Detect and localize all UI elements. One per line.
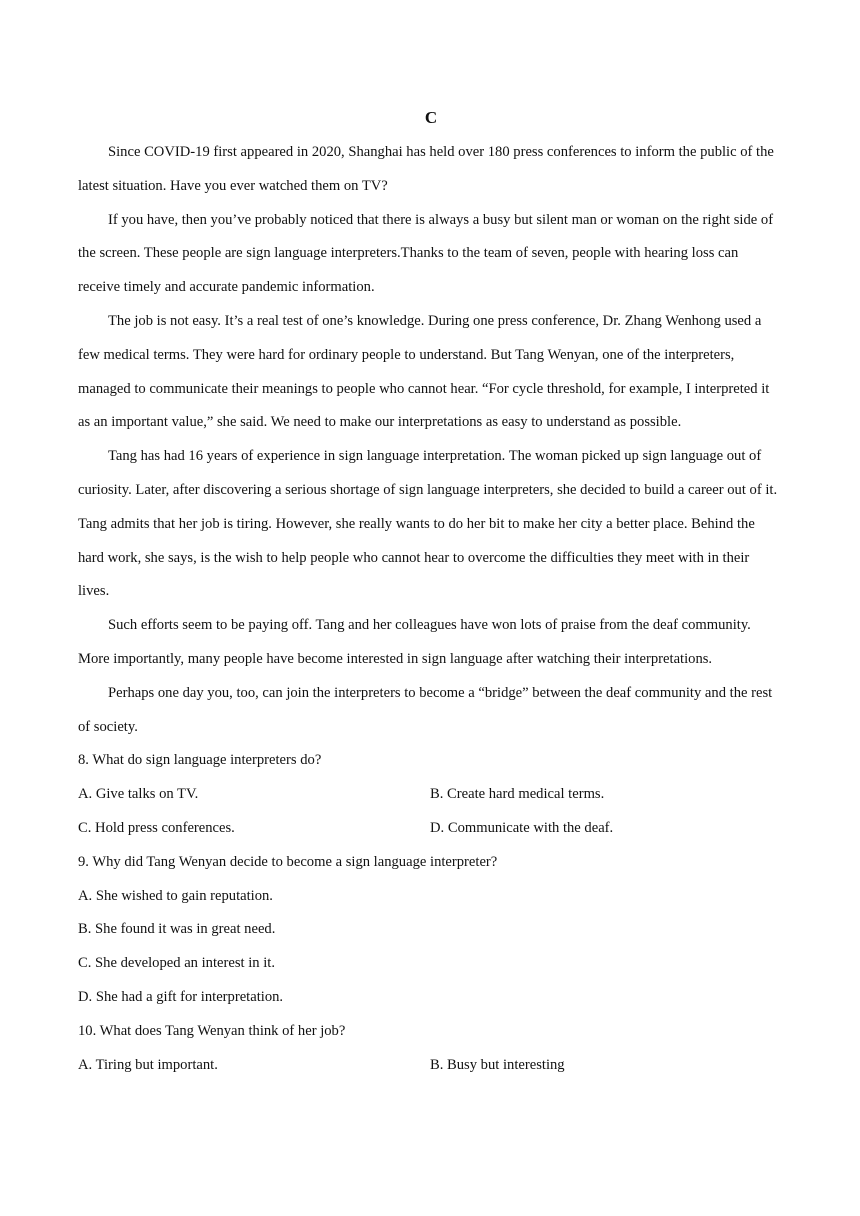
question-10-option-b: B. Busy but interesting xyxy=(430,1056,565,1073)
passage-paragraph-1: Since COVID-19 first appeared in 2020, Shanghai has held over 180 press conferences to inform the public of the latest situation. Have you ever watched them on TV? xyxy=(78,144,774,194)
passage-paragraph-6: Perhaps one day you, too, can join the interpreters to become a “bridge” between the deaf community and the rest of society. xyxy=(78,684,773,735)
question-8-option-a: A. Give talks on TV. xyxy=(78,786,199,803)
passage-paragraph-2: If you have, then you’ve probably noticed that there is always a busy but silent man or woman on the right side of the screen. These people are sign language interpreters.Thanks to the team of seven, people with hearing loss can receive timely and accurate pandemic information. xyxy=(78,211,774,296)
question-9-option-b: B. She found it was in great need. xyxy=(78,921,276,938)
section-label: C xyxy=(424,108,438,127)
question-8-stem: 8. What do sign language interpreters do? xyxy=(78,752,322,769)
passage-paragraph-4: Tang has had 16 years of experience in sign language interpretation. The woman picked up sign language out of curiosity. Later, after discovering a serious shortage of sign language interpreters, she decided to build a career out of it. Tang admits that her job is tiring. However, she really wants to do her bit to make her city a better place. Behind the hard work, she says, is the wish to help people who cannot hear to overcome the difficulties they meet with in their lives. xyxy=(78,448,778,600)
passage-paragraph-5: Such efforts seem to be paying off. Tang and her colleagues have won lots of praise from the deaf community. More importantly, many people have become interested in sign language after watching their interpretations. xyxy=(78,617,751,667)
question-10-option-a: A. Tiring but important. xyxy=(78,1056,218,1073)
question-8-options-row-1 xyxy=(78,778,784,812)
question-9-stem: 9. Why did Tang Wenyan decide to become a sign language interpreter? xyxy=(78,853,498,870)
question-10-options-row-1 xyxy=(78,1049,784,1083)
passage-paragraph-3: The job is not easy. It’s a real test of one’s knowledge. During one press conference, Dr. Zhang Wenhong used a few medical terms. They were hard for ordinary people to understand. But Tang Wenyan, one of the interpreters, managed to communicate their meanings to people who cannot hear. “For cycle threshold, for example, I interpreted it as an important value,” she said. We need to make our interpretations as easy to understand as possible. xyxy=(78,312,770,431)
document-page xyxy=(78,104,784,1082)
question-10-stem: 10. What does Tang Wenyan think of her job? xyxy=(78,1022,346,1039)
question-8-options-row-2 xyxy=(78,812,784,846)
question-9-option-c: C. She developed an interest in it. xyxy=(78,955,275,972)
question-8-option-b: B. Create hard medical terms. xyxy=(430,786,605,803)
question-9-option-d: D. She had a gift for interpretation. xyxy=(78,988,284,1005)
question-8-option-c: C. Hold press conferences. xyxy=(78,819,235,836)
question-8-option-d: D. Communicate with the deaf. xyxy=(430,819,614,836)
question-9-option-a: A. She wished to gain reputation. xyxy=(78,887,273,904)
